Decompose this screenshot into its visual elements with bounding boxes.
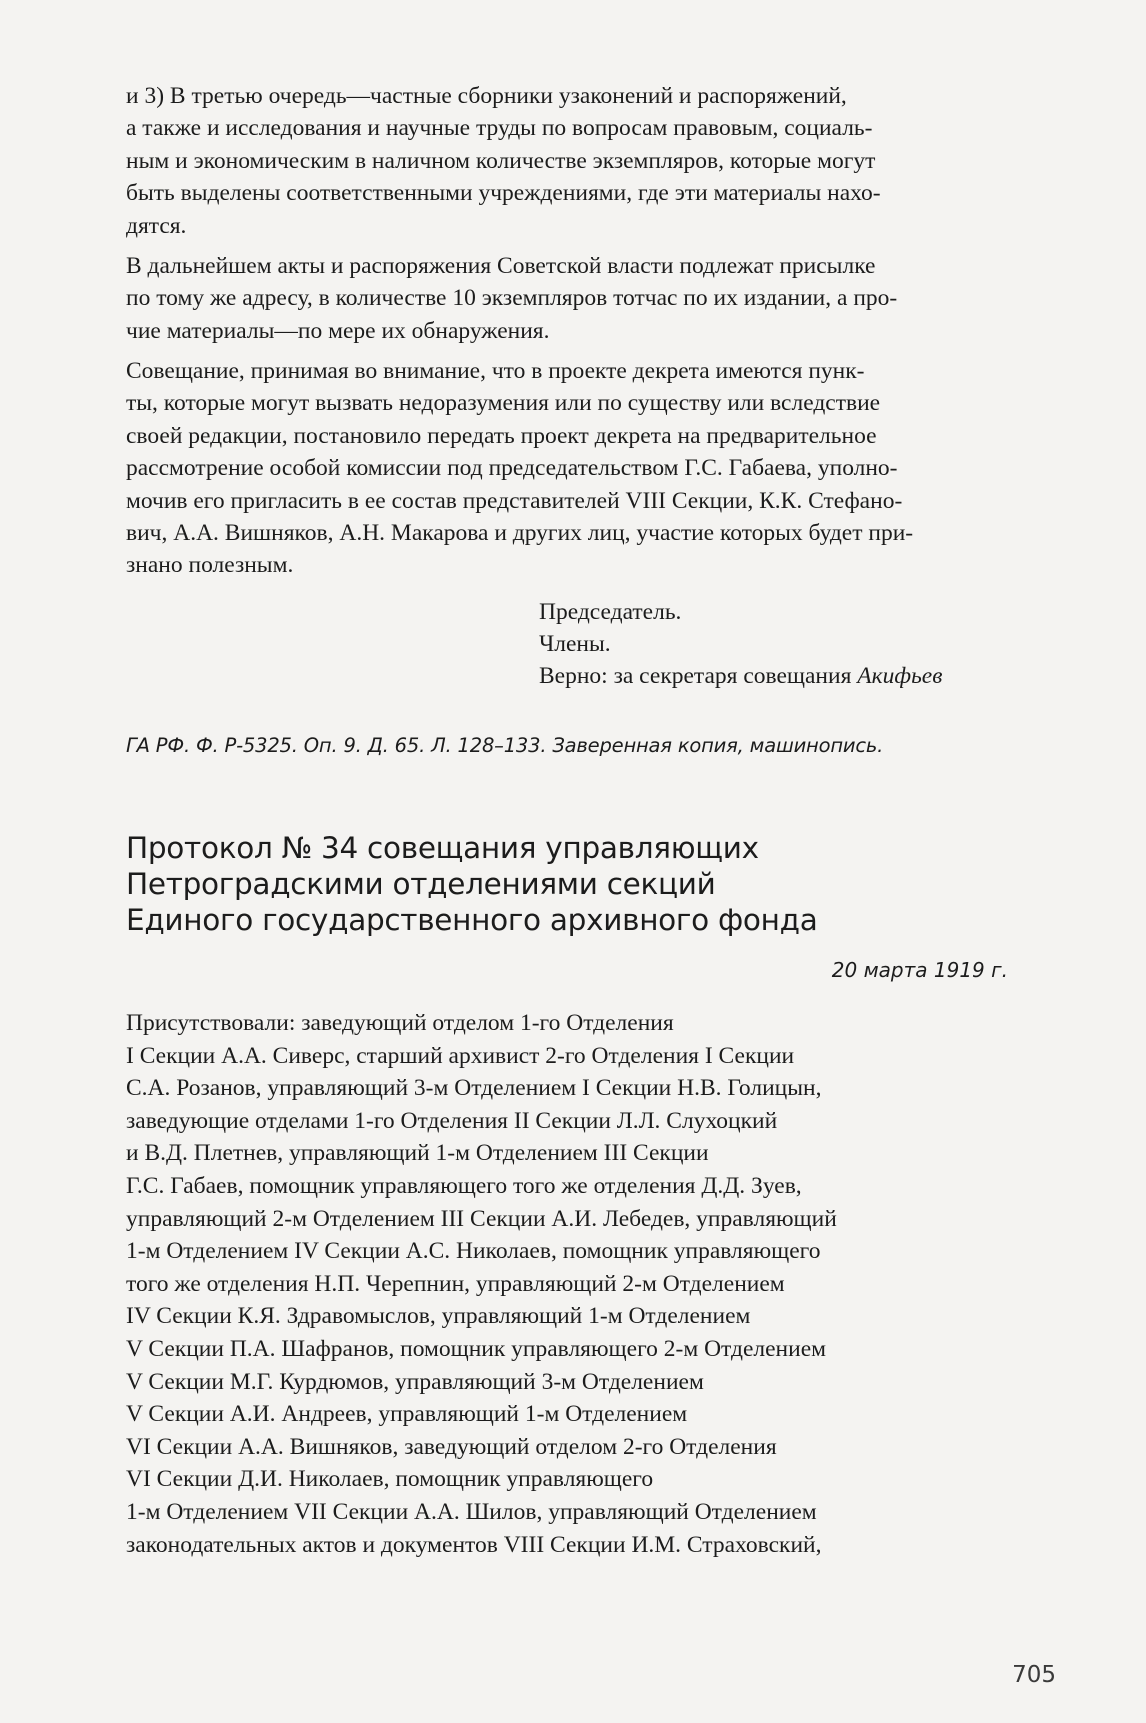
attendance-line: заведующие отделами 1-го Отделения II Секции Л.Л. Слухоцкий [126,1107,778,1134]
attendance-line: VI Секции Д.И. Николаев, помощник управляющего [126,1466,654,1493]
attendance-line: того же отделения Н.П. Черепнин, управляющий 2-м Отделением [126,1270,785,1297]
signature-chair: Председатель. [539,599,682,625]
paragraph-line: своей редакции, постановило передать проект декрета на предварительное [126,422,877,449]
attendance-line: V Секции П.А. Шафранов, помощник управляющего 2-м Отделением [126,1335,826,1362]
attendance-line: 1-м Отделением VII Секции А.А. Шилов, управляющий Отделением [126,1498,817,1525]
attendance-list [126,1007,837,1561]
attendance-line: 1-м Отделением IV Секции А.С. Николаев, помощник управляющего [126,1238,821,1265]
attendance-line: С.А. Розанов, управляющий 3-м Отделением I Секции Н.В. Голицын, [126,1075,822,1102]
paragraph-distribution-priority [126,80,1010,242]
paragraph-line: дятся. [126,212,187,239]
paragraph-line: вич, А.А. Вишняков, А.Н. Макарова и других лиц, участие которых будет при- [126,520,914,547]
signature-secretary-name: Акифьев [857,663,943,689]
heading-line: Петроградскими отделениями секций [126,867,716,901]
paragraph-line: чие материалы—по мере их обнаружения. [126,317,550,344]
signature-verified-prefix: Верно: за секретаря совещания [539,663,858,689]
paragraph-line: ты, которые могут вызвать недоразумения или по существу или вследствие [126,390,881,417]
paragraph-line: рассмотрение особой комиссии под председательством Г.С. Габаева, уполно- [126,455,898,482]
attendance-line: V Секции А.И. Андреев, управляющий 1-м Отделением [126,1401,688,1428]
paragraph-line: знано полезным. [126,552,294,579]
paragraph-line: В дальнейшем акты и распоряжения Советской власти подлежат присылке [126,253,876,279]
signature-members: Члены. [539,631,611,657]
attendance-line: и В.Д. Плетнев, управляющий 1-м Отделением III Секции [126,1140,709,1167]
paragraph-line: а также и исследования и научные труды по вопросам правовым, социаль- [126,115,873,142]
paragraph-line: быть выделены соответственными учреждениями, где эти материалы нахо- [126,180,881,207]
attendance-line: Г.С. Габаев, помощник управляющего того же отделения Д.Д. Зуев, [126,1172,802,1199]
document-heading [126,830,1006,938]
attendance-line: Присутствовали: заведующий отделом 1-го Отделения [126,1010,674,1036]
paragraph-line: и 3) В третью очередь—частные сборники узаконений и распоряжений, [126,83,847,109]
paragraph-line: ным и экономическим в наличном количестве экземпляров, которые могут [126,147,876,174]
attendance-line: V Секции М.Г. Курдюмов, управляющий 3-м Отделением [126,1368,704,1395]
attendance-line: VI Секции А.А. Вишняков, заведующий отделом 2-го Отделения [126,1433,777,1460]
paragraph-meeting-resolution [126,355,1010,582]
attendance-line: законодательных актов и документов VIII Секции И.М. Страховский, [126,1531,822,1558]
attendance-line: I Секции А.А. Сиверс, старший архивист 2-го Отделения I Секции [126,1042,795,1069]
document-date: 20 марта 1919 г. [831,958,1008,982]
signature-verified [539,660,942,692]
heading-line: Протокол № 34 совещания управляющих [126,831,759,865]
page-number: 705 [1012,1662,1056,1688]
paragraph-line: по тому же адресу, в количестве 10 экземпляров тотчас по их издании, а про- [126,285,898,312]
paragraph-line: Совещание, принимая во внимание, что в проекте декрета имеются пунк- [126,358,865,384]
attendance-line: управляющий 2-м Отделением III Секции А.И. Лебедев, управляющий [126,1205,837,1232]
paragraph-line: мочив его пригласить в ее состав представителей VIII Секции, К.К. Стефано- [126,487,903,514]
archival-source-citation: ГА РФ. Ф. Р-5325. Оп. 9. Д. 65. Л. 128–133. Заверенная копия, машинопись. [126,734,884,757]
paragraph-future-acts [126,250,1010,347]
heading-line: Единого государственного архивного фонда [126,903,818,937]
attendance-line: IV Секции К.Я. Здравомыслов, управляющий 1-м Отделением [126,1303,751,1330]
